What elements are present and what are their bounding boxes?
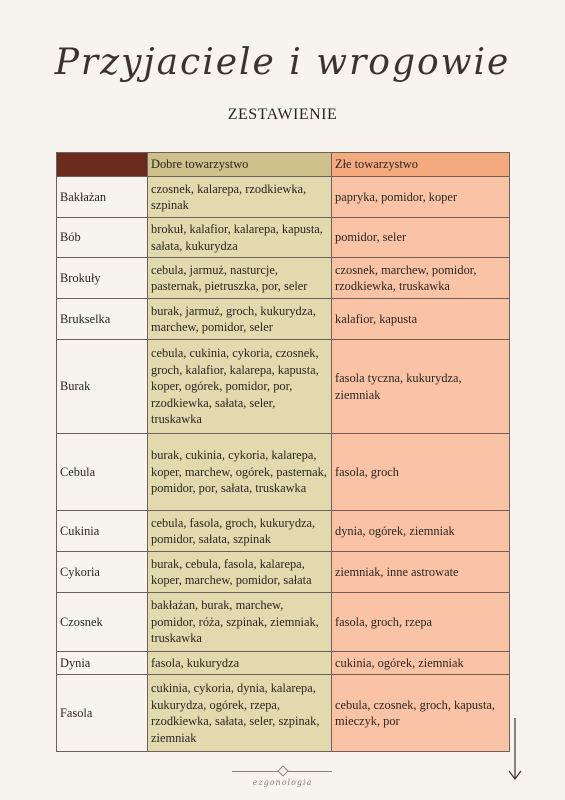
bad-companions: fasola tyczna, kukurydza, ziemniak	[332, 340, 510, 434]
bad-companions: fasola, groch	[332, 434, 510, 511]
bad-companions: kalafior, kapusta	[332, 299, 510, 340]
good-companions: burak, cebula, fasola, kalarepa, koper, marchew, pomidor, sałata	[148, 552, 332, 593]
table-row	[57, 593, 510, 652]
table-row	[57, 652, 510, 675]
table-row	[57, 258, 510, 299]
table-row	[57, 552, 510, 593]
good-companions: cebula, cukinia, cykoria, czosnek, groch, kalafior, kalarepa, kapusta, koper, ogórek, pomidor, por, rzodkiewka, sałata, seler, truskawka	[148, 340, 332, 434]
plant-name: Brokuły	[57, 258, 148, 299]
plant-name: Bób	[57, 218, 148, 258]
bad-companions: czosnek, marchew, pomidor, rzodkiewka, truskawka	[332, 258, 510, 299]
page-subtitle: ZESTAWIENIE	[227, 106, 338, 123]
good-companions: cebula, fasola, groch, kukurydza, pomidor, sałata, szpinak	[148, 511, 332, 552]
plant-name: Cukinia	[57, 511, 148, 552]
footer-brand: ezgonologia	[252, 778, 313, 787]
plant-name: Cebula	[57, 434, 148, 511]
table-row	[57, 218, 510, 258]
good-companions: cukinia, cykoria, dynia, kalarepa, kukurydza, ogórek, rzepa, rzodkiewka, sałata, seler, szpinak, ziemniak	[148, 675, 332, 752]
bad-companions: pomidor, seler	[332, 218, 510, 258]
plant-name: Burak	[57, 340, 148, 434]
table-row	[57, 511, 510, 552]
bad-companions: ziemniak, inne astrowate	[332, 552, 510, 593]
plant-name: Fasola	[57, 675, 148, 752]
good-companions: brokuł, kalafior, kalarepa, kapusta, sałata, kukurydza	[148, 218, 332, 258]
bad-companions: papryka, pomidor, koper	[332, 177, 510, 218]
good-companions: bakłażan, burak, marchew, pomidor, róża, szpinak, ziemniak, truskawka	[148, 593, 332, 652]
table-row	[57, 177, 510, 218]
header-good-company: Dobre towarzystwo	[148, 153, 332, 177]
table-header-row	[57, 153, 510, 177]
bad-companions: cukinia, ogórek, ziemniak	[332, 652, 510, 675]
plant-name: Bakłażan	[57, 177, 148, 218]
companion-planting-table	[56, 152, 510, 752]
good-companions: fasola, kukurydza	[148, 652, 332, 675]
table-row	[57, 434, 510, 511]
bad-companions: cebula, czosnek, groch, kapusta, mieczyk, por	[332, 675, 510, 752]
plant-name: Czosnek	[57, 593, 148, 652]
plant-name: Dynia	[57, 652, 148, 675]
table-row	[57, 299, 510, 340]
good-companions: burak, cukinia, cykoria, kalarepa, koper, marchew, ogórek, pasternak, pomidor, por, sałata, truskawka	[148, 434, 332, 511]
footer-ornament-icon	[277, 765, 288, 776]
arrow-down-icon	[508, 718, 522, 782]
page-title: Przyjaciele i wrogowie	[54, 42, 511, 83]
header-bad-company: Złe towarzystwo	[332, 153, 510, 177]
plant-name: Cykoria	[57, 552, 148, 593]
good-companions: cebula, jarmuż, nasturcje, pasternak, pietruszka, por, seler	[148, 258, 332, 299]
good-companions: czosnek, kalarepa, rzodkiewka, szpinak	[148, 177, 332, 218]
bad-companions: dynia, ogórek, ziemniak	[332, 511, 510, 552]
table-row	[57, 340, 510, 434]
plant-name: Brukselka	[57, 299, 148, 340]
good-companions: burak, jarmuż, groch, kukurydza, marchew, pomidor, seler	[148, 299, 332, 340]
table-row	[57, 675, 510, 752]
header-corner	[57, 153, 148, 177]
bad-companions: fasola, groch, rzepa	[332, 593, 510, 652]
